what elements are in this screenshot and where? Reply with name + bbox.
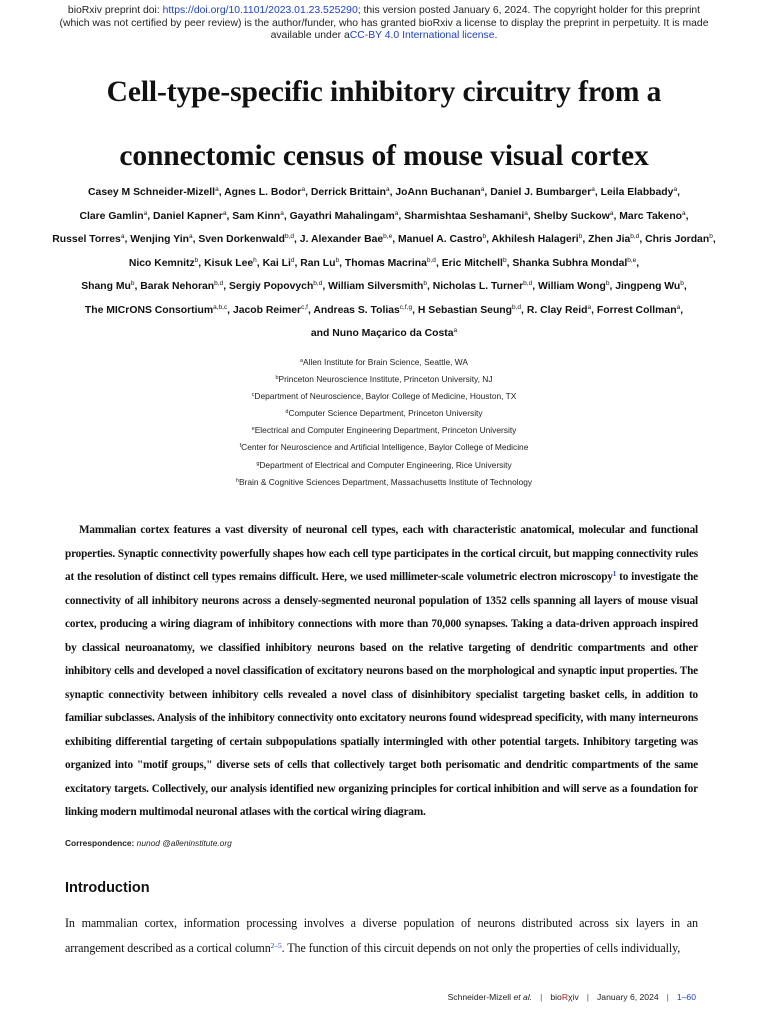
author-affiliation-marker: b,d <box>512 303 522 311</box>
author-name: The MICrONS Consortium$^{a,b,c}$ <box>84 303 228 316</box>
author-affiliation-marker: a <box>480 186 485 193</box>
author-name: Thomas Macrina$^{b,d}$ <box>344 256 436 269</box>
author-name: Nicholas L. Turner$^{b,d}$ <box>432 280 533 292</box>
author-affiliation-marker: a <box>676 303 681 311</box>
author-name: Agnes L. Bodor$^a$ <box>224 186 306 198</box>
correspondence-label: Correspondence: <box>65 838 135 848</box>
affiliation-key: c <box>251 392 255 399</box>
author-name: Kai Li$^d$ <box>262 256 295 269</box>
author-name: Ran Lu$^b$ <box>300 256 340 269</box>
affiliation-key: b <box>275 375 279 382</box>
author-affiliation-marker: a <box>385 186 390 193</box>
author-affiliation-marker: c,f,g <box>399 303 413 311</box>
author-affiliation-marker: b,e <box>627 256 637 264</box>
author-name: Russel Torres$^a$ <box>52 233 125 245</box>
affiliation-item: $^h$Brain & Cognitive Sciences Department, Massachusetts Institute of Technology <box>235 476 533 487</box>
affiliation-item: $^d$Computer Science Department, Princeton University <box>285 408 483 419</box>
affiliation-item: $^e$Electrical and Computer Engineering Department, Princeton University <box>251 425 517 436</box>
author-affiliation-marker: a <box>453 327 458 334</box>
affiliation-key: g <box>256 460 260 467</box>
author-affiliation-marker: a <box>673 186 678 193</box>
author-name: J. Alexander Bae$^{b,e}$ <box>299 233 393 245</box>
author-affiliation-marker: b <box>482 233 487 240</box>
author-affiliation-marker: a <box>215 186 219 193</box>
author-affiliation-marker: b <box>709 233 713 240</box>
introduction-paragraph: In mammalian cortex, information processing involves a diverse population of neurons distributed across six layers in an arrangement described as a cortical column$^{2-5}$. The function of this circuit depends on not only the properties of cells individually, <box>65 916 698 955</box>
author-name: Akhilesh Halageri$^b$ <box>491 233 583 245</box>
author-affiliation-marker: a <box>188 233 193 240</box>
banner-line-3: available under aCC-BY 4.0 International license. <box>270 30 498 41</box>
author-name: Sharmishtaa Seshamani$^a$ <box>404 209 528 222</box>
correspondence <box>65 838 232 848</box>
author-name: Kisuk Lee$^h$ <box>204 256 257 269</box>
author-name: Jacob Reimer$^{c,f}$ <box>232 303 308 316</box>
author-affiliation-marker: h <box>253 256 257 264</box>
affiliation-key: e <box>251 426 255 433</box>
author-name: Sven Dorkenwald$^{b,d}$ <box>198 233 295 245</box>
author-affiliation-marker: a <box>682 209 686 217</box>
affiliation-item: $^c$Department of Neuroscience, Baylor College of Medicine, Houston, TX <box>251 391 517 402</box>
author-affiliation-marker: b,d <box>284 233 295 240</box>
author-affiliation-marker: b,d <box>630 233 640 240</box>
banner-line-2: (which was not certified by peer review) is the author/funder, who has granted bioRxiv a license to display the preprint in perpetuity. It is made <box>59 17 709 29</box>
author-affiliation-marker: a <box>301 186 306 193</box>
author-name: Forrest Collman$^a$ <box>596 303 681 316</box>
author-name: Wenjing Yin$^a$ <box>130 233 193 245</box>
author-affiliation-marker: d <box>290 256 295 264</box>
author-name: Jingpeng Wu$^b$ <box>615 280 684 292</box>
author-name: Barak Nehoran$^{b,d}$ <box>140 280 224 292</box>
footer-author: Schneider-Mizell et al. <box>447 992 533 1002</box>
author-name: Shanka Subhra Mondal$^{b,e}$ <box>512 256 637 269</box>
author-name: Leila Elabbady$^a$ <box>600 186 678 198</box>
doi-link[interactable]: https://doi.org/10.1101/2023.01.23.525290 <box>162 5 358 16</box>
author-affiliation-marker: a <box>143 209 148 217</box>
author-affiliation-marker: b,e <box>383 233 393 240</box>
author-affiliation-marker: b <box>423 280 427 287</box>
author-name: Sergiy Popovych$^{b,d}$ <box>228 280 323 292</box>
citation-ref[interactable]: 1 <box>612 570 617 578</box>
author-name: Manuel A. Castro$^b$ <box>397 233 487 245</box>
affiliation-key: d <box>285 409 289 416</box>
author-name: Casey M Schneider-Mizell$^a$ <box>88 186 219 198</box>
banner-line-1: bioRxiv preprint doi: https://doi.org/10.1101/2023.01.23.525290; this version posted January 6, 2024. The copyright holder for this preprint <box>67 5 701 16</box>
author-name: Nuno Maçarico da Costa$^a$ <box>332 327 458 339</box>
author-affiliation-marker: b,d <box>523 280 533 287</box>
author-name: Shang Mu$^b$ <box>81 280 135 292</box>
affiliation-key: a <box>299 358 304 364</box>
author-affiliation-marker: b <box>502 256 507 264</box>
footer-journal: bioRχiv <box>550 992 579 1002</box>
affiliation-item: $^f$Center for Neuroscience and Artificial Intelligence, Baylor College of Medicine <box>239 442 529 453</box>
author-affiliation-marker: a <box>609 209 614 217</box>
author-name: Marc Takeno$^a$ <box>619 209 686 222</box>
page-footer <box>448 992 696 1002</box>
author-affiliation-marker: b <box>680 280 684 287</box>
author-affiliation-marker: a <box>222 209 227 217</box>
author-name: Chris Jordan$^b$ <box>645 233 713 245</box>
author-name: Andreas S. Tolias$^{c,f,g}$ <box>313 303 413 316</box>
author-name: Nico Kemnitz$^b$ <box>128 256 199 269</box>
title-line-2: connectomic census of mouse visual cortex <box>119 140 649 172</box>
author-name: Eric Mitchell$^b$ <box>441 256 507 269</box>
affiliation-item: $^g$Department of Electrical and Computer Engineering, Rice University <box>256 459 512 470</box>
license-link[interactable]: CC-BY 4.0 International license <box>349 30 495 41</box>
author-name: Gayathri Mahalingam$^a$ <box>289 209 399 222</box>
author-affiliation-marker: b <box>130 280 135 287</box>
footer-separator: | <box>666 992 669 1002</box>
author-list: Casey M Schneider-Mizell$^a$, Agnes L. Bodor$^a$, Derrick Brittain$^a$, JoAnn Buchanan$^a$, Daniel J. Bumbarger$^a$, Leila Elabbady$^a$, Clare Gamlin$^a$, Daniel Kapner$^a$, Sam Kinn$^a$, Gayathri Mahalingam$^a$, Sharmishtaa Seshamani$^a$, Shelby Suckow$^a$, Marc Takeno$^a$, Russel Torres$^a$, Wenjing Yin$^a$, Sven Dorkenwald$^{b,d}$, J. Alexander Bae$^{b,e}$, Manuel A. Castro$^b$, Akhilesh Halageri$^b$, Zhen Jia$^{b,d}$, Chris Jordan$^b$, Nico Kemnitz$^b$, Kisuk Lee$^h$, Kai Li$^d$, Ran Lu$^b$, Thomas Macrina$^{b,d}$, Eric Mitchell$^b$, Shanka Subhra Mondal$^{b,e}$, Shang Mu$^b$, Barak Nehoran$^{b,d}$, Sergiy Popovych$^{b,d}$, William Silversmith$^b$, Nicholas L. Turner$^{b,d}$, William Wong$^b$, Jingpeng Wu$^b$, The MICrONS Consortium$^{a,b,c}$, Jacob Reimer$^{c,f}$, Andreas S. Tolias$^{c,f,g}$, H Sebastian Seung$^{b,d}$, R. Clay Reid$^a$, Forrest Collman$^a$, and Nuno Maçarico da Costa$^a$ <box>52 186 716 339</box>
abstract: Mammalian cortex features a vast diversity of neuronal cell types, each with characteristic anatomical, molecular and functional properties. Synaptic connectivity powerfully shapes how each cell type participates in the cortical circuit, but mapping connectivity rules at the resolution of distinct cell types remains difficult. Here, we used millimeter-scale volumetric electron microscopy$^1$ to investigate the connectivity of all inhibitory neurons across a densely-segmented neuronal population of 1352 cells spanning all layers of mouse visual cortex, producing a wiring diagram of inhibitory connections with more than 70,000 synapses. Taking a data-driven approach inspired by classical neuroanatomy, we classified inhibitory neurons based on the relative targeting of dendritic compartments and other inhibitory cells and developed a novel classification of excitatory neurons based on the morphological and synaptic input properties. The synaptic connectivity between inhibitory cells revealed a novel class of disinhibitory specialist targeting basket cells, in addition to familiar subclasses. Analysis of the inhibitory connectivity onto excitatory neurons found widespread specificity, with many interneurons exhibiting differential targeting of certain subpopulations spatially intermingled with other potential targets. Inhibitory targeting was organized into "motif groups," diverse sets of cells that collectively target both perisomatic and dendritic compartments of the same excitatory targets. Collectively, our analysis identified new organizing principles for cortical inhibition and will serve as a foundation for linking modern multimodal neuronal atlases with the cortical wiring diagram. <box>65 524 698 818</box>
author-name: H Sebastian Seung$^{b,d}$ <box>417 303 522 316</box>
paper-title <box>30 60 738 188</box>
author-affiliation-marker: a,b,c <box>213 303 228 311</box>
correspondence-email[interactable]: nunod @alleninstitute.org <box>136 838 232 848</box>
affiliation-item: $^b$Princeton Neuroscience Institute, Princeton University, NJ <box>275 374 493 385</box>
author-name: R. Clay Reid$^a$ <box>526 303 592 316</box>
affiliation-key: f <box>239 443 242 450</box>
author-name: William Silversmith$^b$ <box>328 280 427 292</box>
affiliation-key: h <box>235 477 239 484</box>
preprint-banner <box>40 5 728 43</box>
author-affiliation-marker: b <box>335 256 340 264</box>
author-affiliation-marker: b <box>194 256 199 264</box>
author-affiliation-marker: a <box>280 209 284 217</box>
author-affiliation-marker: a <box>591 186 595 193</box>
affiliation-list <box>100 354 668 491</box>
section-heading-introduction: Introduction <box>65 880 150 896</box>
author-name: William Wong$^b$ <box>538 280 610 292</box>
author-affiliation-marker: b <box>578 233 583 240</box>
author-affiliation-marker: c,f <box>301 303 308 311</box>
author-name: Daniel Kapner$^a$ <box>152 209 227 222</box>
author-affiliation-marker: a <box>394 209 399 217</box>
footer-separator: | <box>540 992 543 1002</box>
author-affiliation-marker: a <box>120 233 125 240</box>
author-affiliation-marker: b,d <box>313 280 323 287</box>
author-affiliation-marker: b,d <box>214 280 224 287</box>
citation-ref[interactable]: 2–5 <box>270 941 282 950</box>
footer-pages[interactable]: 1–60 <box>676 992 696 1002</box>
footer-date: January 6, 2024 <box>597 992 659 1002</box>
author-affiliation-marker: b <box>605 280 610 287</box>
author-name: Clare Gamlin$^a$ <box>79 209 148 222</box>
author-name: Sam Kinn$^a$ <box>232 209 284 222</box>
author-affiliation-marker: a <box>587 303 592 311</box>
footer-separator: | <box>586 992 589 1002</box>
author-name: Daniel J. Bumbarger$^a$ <box>490 186 595 198</box>
author-affiliation-marker: a <box>524 209 528 217</box>
author-name: Shelby Suckow$^a$ <box>533 209 614 222</box>
title-line-1: Cell-type-specific inhibitory circuitry from a <box>106 76 662 108</box>
author-name: JoAnn Buchanan$^a$ <box>395 186 485 198</box>
author-name: Derrick Brittain$^a$ <box>310 186 390 198</box>
affiliation-item: $^a$Allen Institute for Brain Science, Seattle, WA <box>299 357 468 367</box>
author-name: Zhen Jia$^{b,d}$ <box>588 233 640 245</box>
author-affiliation-marker: b,d <box>426 256 436 264</box>
author-conjunction: and <box>310 328 333 339</box>
